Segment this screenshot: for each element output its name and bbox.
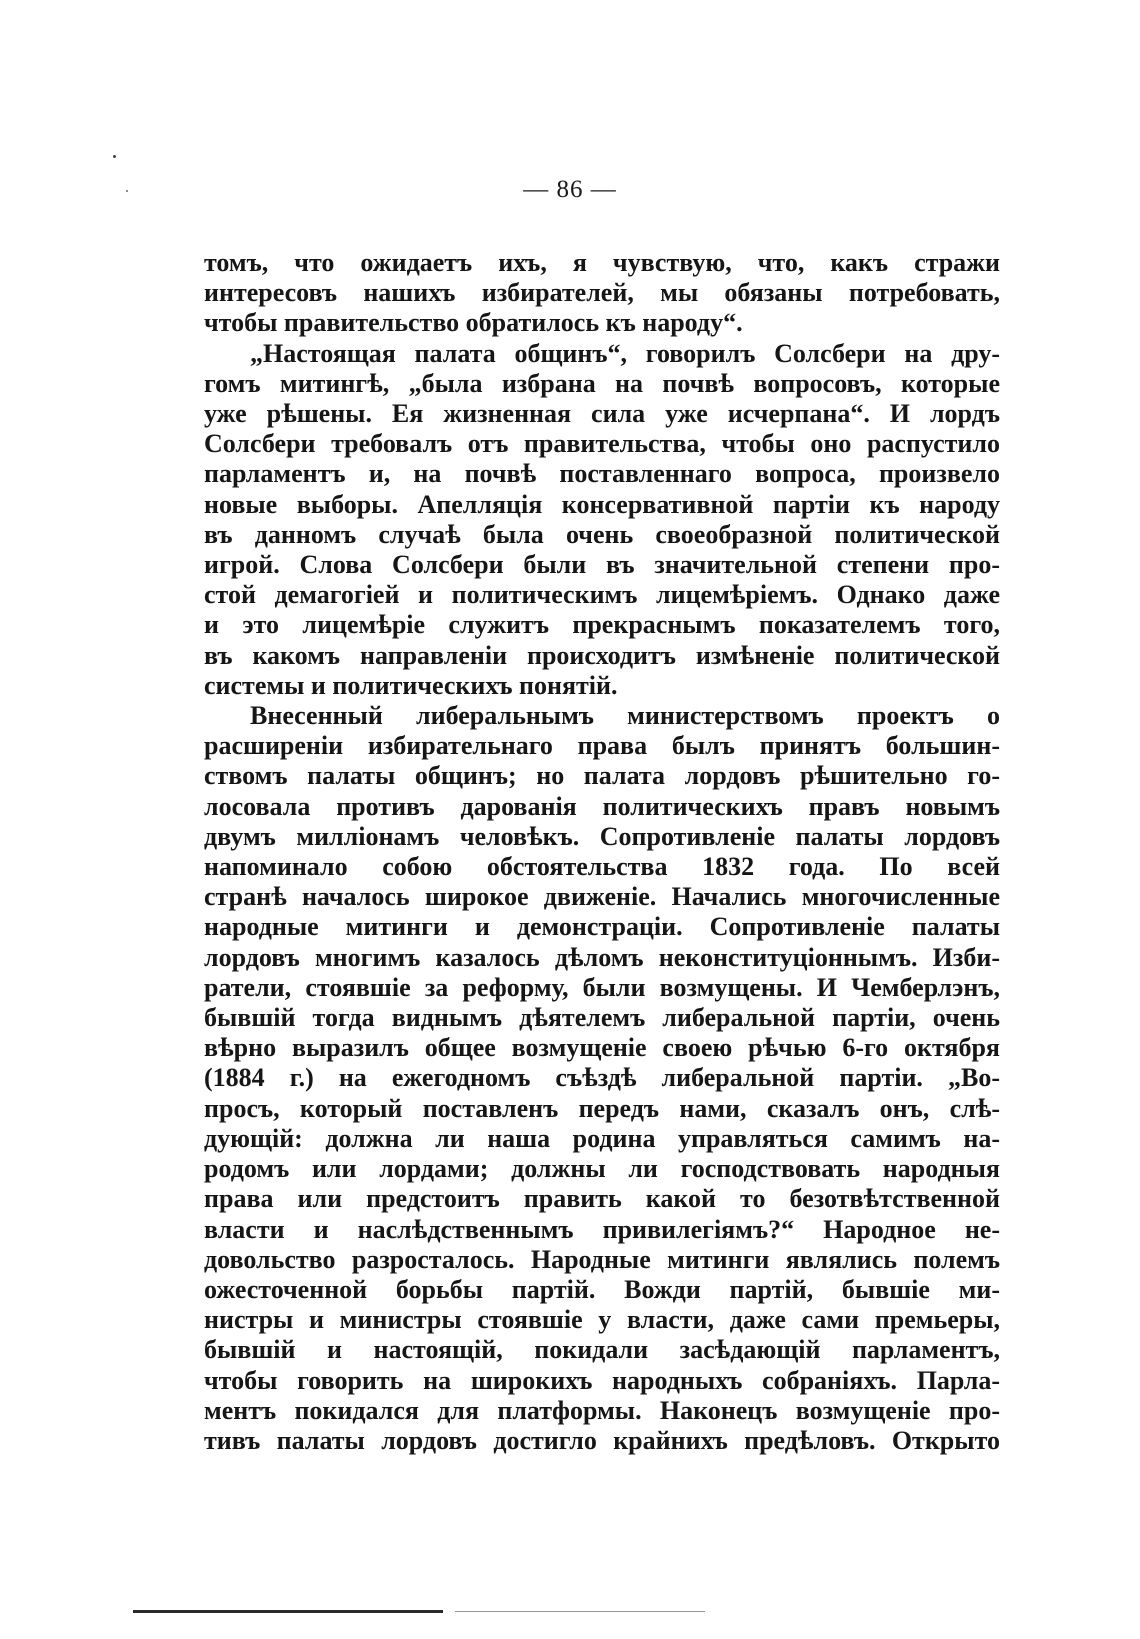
text-line: игрой. Слова Солсбери были въ значительной степени про- bbox=[204, 550, 1000, 580]
text-line: интересовъ нашихъ избирателей, мы обязаны потребовать, bbox=[204, 278, 1000, 308]
text-line: ствомъ палаты общинъ; но палата лордовъ рѣшительно го- bbox=[204, 761, 1000, 791]
text-line: странѣ началось широкое движеніе. Начались многочисленные bbox=[204, 882, 1000, 912]
text-line: системы и политическихъ понятій. bbox=[204, 670, 618, 700]
text-line: двумъ милліонамъ человѣкъ. Сопротивленіе палаты лордовъ bbox=[204, 821, 1000, 851]
page-number: — 86 — bbox=[523, 176, 617, 203]
text-line: новые выборы. Апелляція консервативной партіи къ народу bbox=[204, 489, 1000, 519]
text-line: довольство разросталось. Народные митинги являлись полемъ bbox=[204, 1244, 1000, 1274]
text-line: родомъ или лордами; должны ли господствовать народныя bbox=[204, 1154, 1000, 1184]
text-line: вѣрно выразилъ общее возмущеніе своею рѣчью 6-го октября bbox=[204, 1033, 1000, 1063]
text-line: „Настоящая палата общинъ“, говорилъ Солсбери на дру- bbox=[250, 338, 1000, 368]
text-line: томъ, что ожидаетъ ихъ, я чувствую, что, какъ стражи bbox=[204, 248, 1000, 277]
text-line: и это лицемѣріе служитъ прекраснымъ показателемъ того, bbox=[204, 610, 1000, 640]
text-line: тивъ палаты лордовъ достигло крайнихъ предѣловъ. Открыто bbox=[204, 1425, 1000, 1455]
text-line: въ какомъ направленіи происходитъ измѣненіе политической bbox=[204, 640, 1000, 670]
text-line: просъ, который поставленъ передъ нами, сказалъ онъ, слѣ- bbox=[204, 1093, 1000, 1123]
footer-rule-faint bbox=[455, 1611, 705, 1612]
text-line: гомъ митингѣ, „была избрана на почвѣ вопросовъ, которые bbox=[204, 368, 1000, 398]
text-line: чтобы говорить на широкихъ народныхъ собраніяхъ. Парла- bbox=[204, 1365, 1000, 1395]
text-line: уже рѣшены. Ея жизненная сила уже исчерпана“. И лордъ bbox=[204, 399, 1000, 429]
text-line: власти и наслѣдственнымъ привилегіямъ?“ Народное не- bbox=[204, 1214, 1000, 1244]
text-line: Внесенный либеральнымъ министерствомъ проектъ о bbox=[250, 701, 1000, 731]
text-line: ратели, стоявшіе за реформу, были возмущены. И Чемберлэнъ, bbox=[204, 972, 1000, 1002]
text-line: народные митинги и демонстраціи. Сопротивленіе палаты bbox=[204, 912, 1000, 942]
ink-speck bbox=[113, 155, 116, 158]
text-line: лордовъ многимъ казалось дѣломъ неконституціоннымъ. Изби- bbox=[204, 942, 1000, 972]
text-line: стой демагогіей и политическимъ лицемѣріемъ. Однако даже bbox=[204, 580, 1000, 610]
text-line: парламентъ и, на почвѣ поставленнаго вопроса, произвело bbox=[204, 459, 1000, 489]
text-line: Солсбери требовалъ отъ правительства, чтобы оно распустило bbox=[204, 429, 1000, 459]
text-line: лосовала противъ дарованія политическихъ правъ новымъ bbox=[204, 791, 1000, 821]
text-line: дующій: должна ли наша родина управляться самимъ на- bbox=[204, 1123, 1000, 1153]
text-line: права или предстоитъ править какой то безотвѣтственной bbox=[204, 1184, 1000, 1214]
footer-rule bbox=[133, 1610, 443, 1613]
text-line: чтобы правительство обратилось къ народу“. bbox=[204, 308, 743, 338]
text-line: бывшій тогда виднымъ дѣятелемъ либеральной партіи, очень bbox=[204, 1003, 1000, 1033]
text-line: нистры и министры стоявшіе у власти, даже сами премьеры, bbox=[204, 1305, 1000, 1335]
text-line: ожесточенной борьбы партій. Вожди партій, бывшіе ми- bbox=[204, 1274, 1000, 1304]
text-line: бывшій и настоящій, покидали засѣдающій парламентъ, bbox=[204, 1335, 1000, 1365]
text-line: въ данномъ случаѣ была очень своеобразной политической bbox=[204, 519, 1000, 549]
text-line: расширеніи избирательнаго права былъ принятъ большин- bbox=[204, 731, 1000, 761]
text-line: ментъ покидался для платформы. Наконецъ возмущеніе про- bbox=[204, 1395, 1000, 1425]
text-line: (1884 г.) на ежегодномъ съѣздѣ либеральной партіи. „Во- bbox=[204, 1063, 1000, 1093]
body-text bbox=[204, 248, 1000, 1456]
text-line: напоминало собою обстоятельства 1832 года. По всей bbox=[204, 852, 1000, 882]
